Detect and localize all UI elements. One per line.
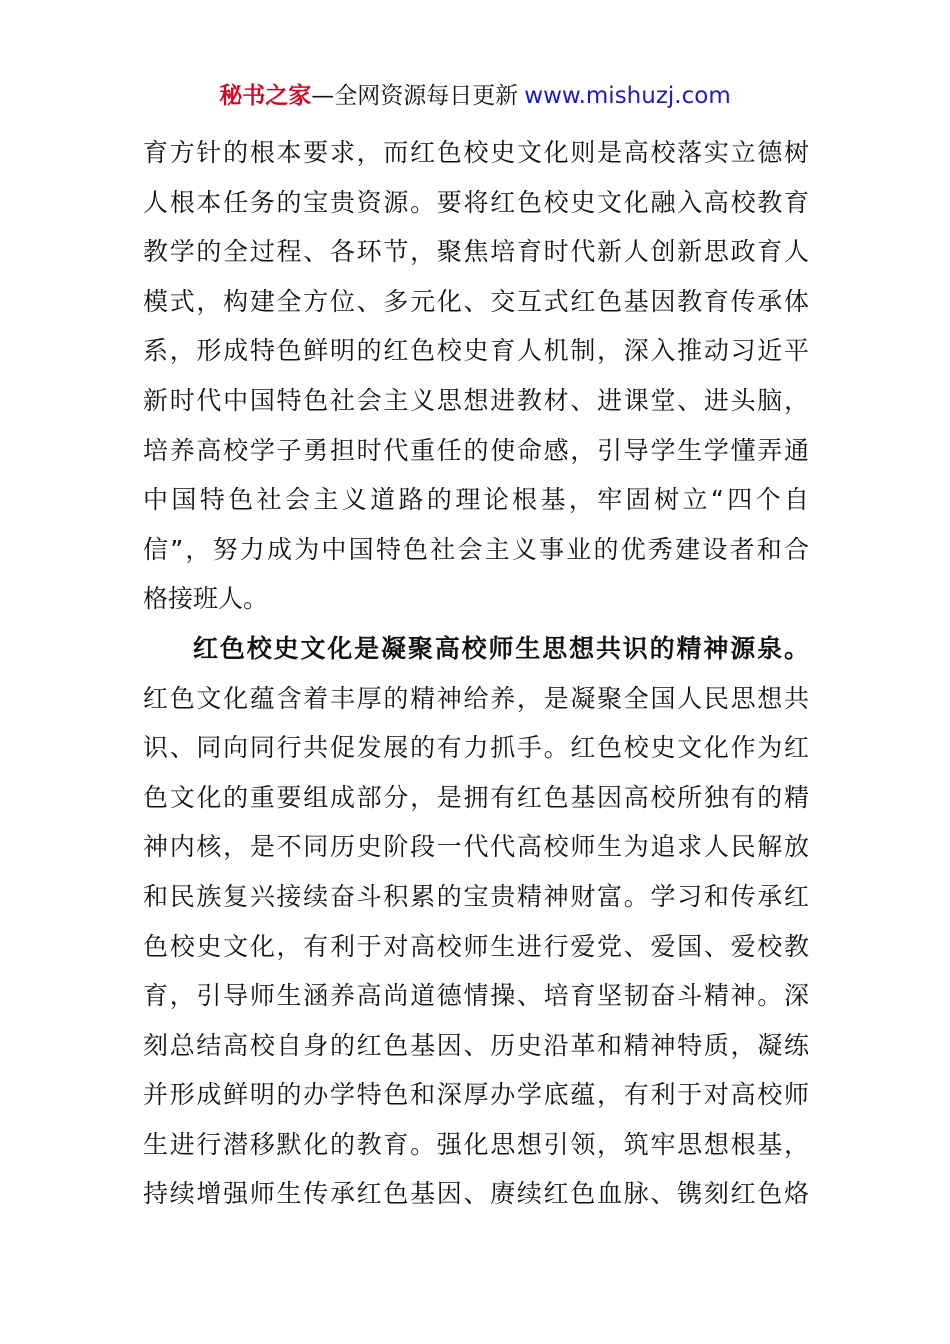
text-line: 人根本任务的宝贵资源。要将红色校史文化融入高校教育: [143, 187, 809, 217]
text-line: 模式，构建全方位、多元化、交互式红色基因教育传承体: [143, 286, 809, 316]
text-line: 和民族复兴接续奋斗积累的宝贵精神财富。学习和传承红: [143, 881, 809, 911]
text-line: 系，形成特色鲜明的红色校史育人机制，深入推动习近平: [143, 336, 809, 366]
text-line: 色校史文化，有利于对高校师生进行爱党、爱国、爱校教: [143, 931, 809, 961]
text-line: 育方针的根本要求，而红色校史文化则是高校落实立德树: [143, 138, 809, 167]
text-line: 色文化的重要组成部分，是拥有红色基因高校所独有的精: [143, 782, 809, 812]
text-line: 教学的全过程、各环节，聚焦培育时代新人创新思政育人: [143, 237, 809, 267]
text-line: 中国特色社会主义道路的理论根基，牢固树立“四个自: [143, 485, 809, 515]
text-line: 新时代中国特色社会主义思想进教材、进课堂、进头脑，: [143, 385, 809, 415]
text-line: 育，引导师生涵养高尚道德情操、培育坚韧奋斗精神。深: [143, 981, 809, 1011]
page-header: [0, 80, 950, 112]
text-line: 红色文化蕴含着丰厚的精神给养，是凝聚全国人民思想共: [143, 683, 809, 713]
header-tagline: —全网资源每日更新: [311, 83, 519, 109]
text-line: 持续增强师生传承红色基因、赓续红色血脉、镌刻红色烙: [143, 1179, 809, 1209]
document-body: [143, 128, 809, 1219]
text-line: 刻总结高校自身的红色基因、历史沿革和精神特质，凝练: [143, 1030, 809, 1060]
brand-name: 秘书之家: [219, 83, 312, 109]
text-line: 识、同向同行共促发展的有力抓手。红色校史文化作为红: [143, 733, 809, 763]
text-line: 格接班人。: [143, 584, 269, 614]
text-line: 生进行潜移默化的教育。强化思想引领，筑牢思想根基，: [143, 1129, 809, 1159]
site-url[interactable]: www.mishuzj.com: [524, 83, 731, 109]
paragraph-heading: 红色校史文化是凝聚高校师生思想共识的精神源泉。: [193, 633, 809, 663]
paragraph: [143, 128, 809, 624]
text-line: 神内核，是不同历史阶段一代代高校师生为追求人民解放: [143, 832, 809, 862]
text-line: 并形成鲜明的办学特色和深厚办学底蕴，有利于对高校师: [143, 1080, 809, 1110]
text-line: 信”，努力成为中国特色社会主义事业的优秀建设者和合: [143, 534, 809, 564]
paragraph: [143, 624, 809, 1219]
text-line: 培养高校学子勇担时代重任的使命感，引导学生学懂弄通: [143, 435, 809, 465]
